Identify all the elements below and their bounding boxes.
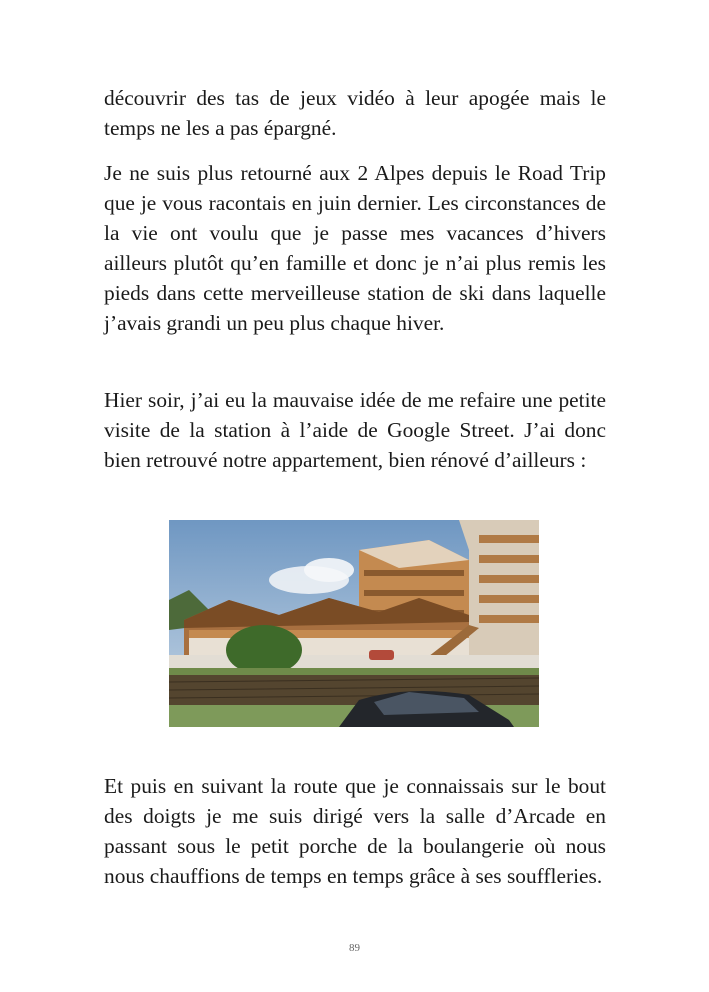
page-number: 89 [349,942,360,954]
street-view-photo [169,520,539,727]
paragraph-4: Et puis en suivant la route que je connaissais sur le bout des doigts je me suis dirigé vers la salle d’Arcade en passant sous le petit porche de la boulangerie où nous nous chauffions de temps en temps grâce à ses souffleries. [104,774,606,888]
paragraph-3: Hier soir, j’ai eu la mauvaise idée de me refaire une petite visite de la station à l’aide de Google Street. J’ai donc bien retrouvé notre appartement, bien rénové d’ailleurs : [104,388,606,472]
paragraph-1: découvrir des tas de jeux vidéo à leur apogée mais le temps ne les a pas épargné. [104,86,606,140]
paragraph-2: Je ne suis plus retourné aux 2 Alpes depuis le Road Trip que je vous racontais en juin dernier. Les circonstances de la vie ont voulu que je passe mes vacances d’hivers ailleurs plutôt qu’en famille et donc je n’ai plus remis les pieds dans cette merveilleuse station de ski dans laquelle j’avais grandi un peu plus chaque hiver. [104,161,606,335]
